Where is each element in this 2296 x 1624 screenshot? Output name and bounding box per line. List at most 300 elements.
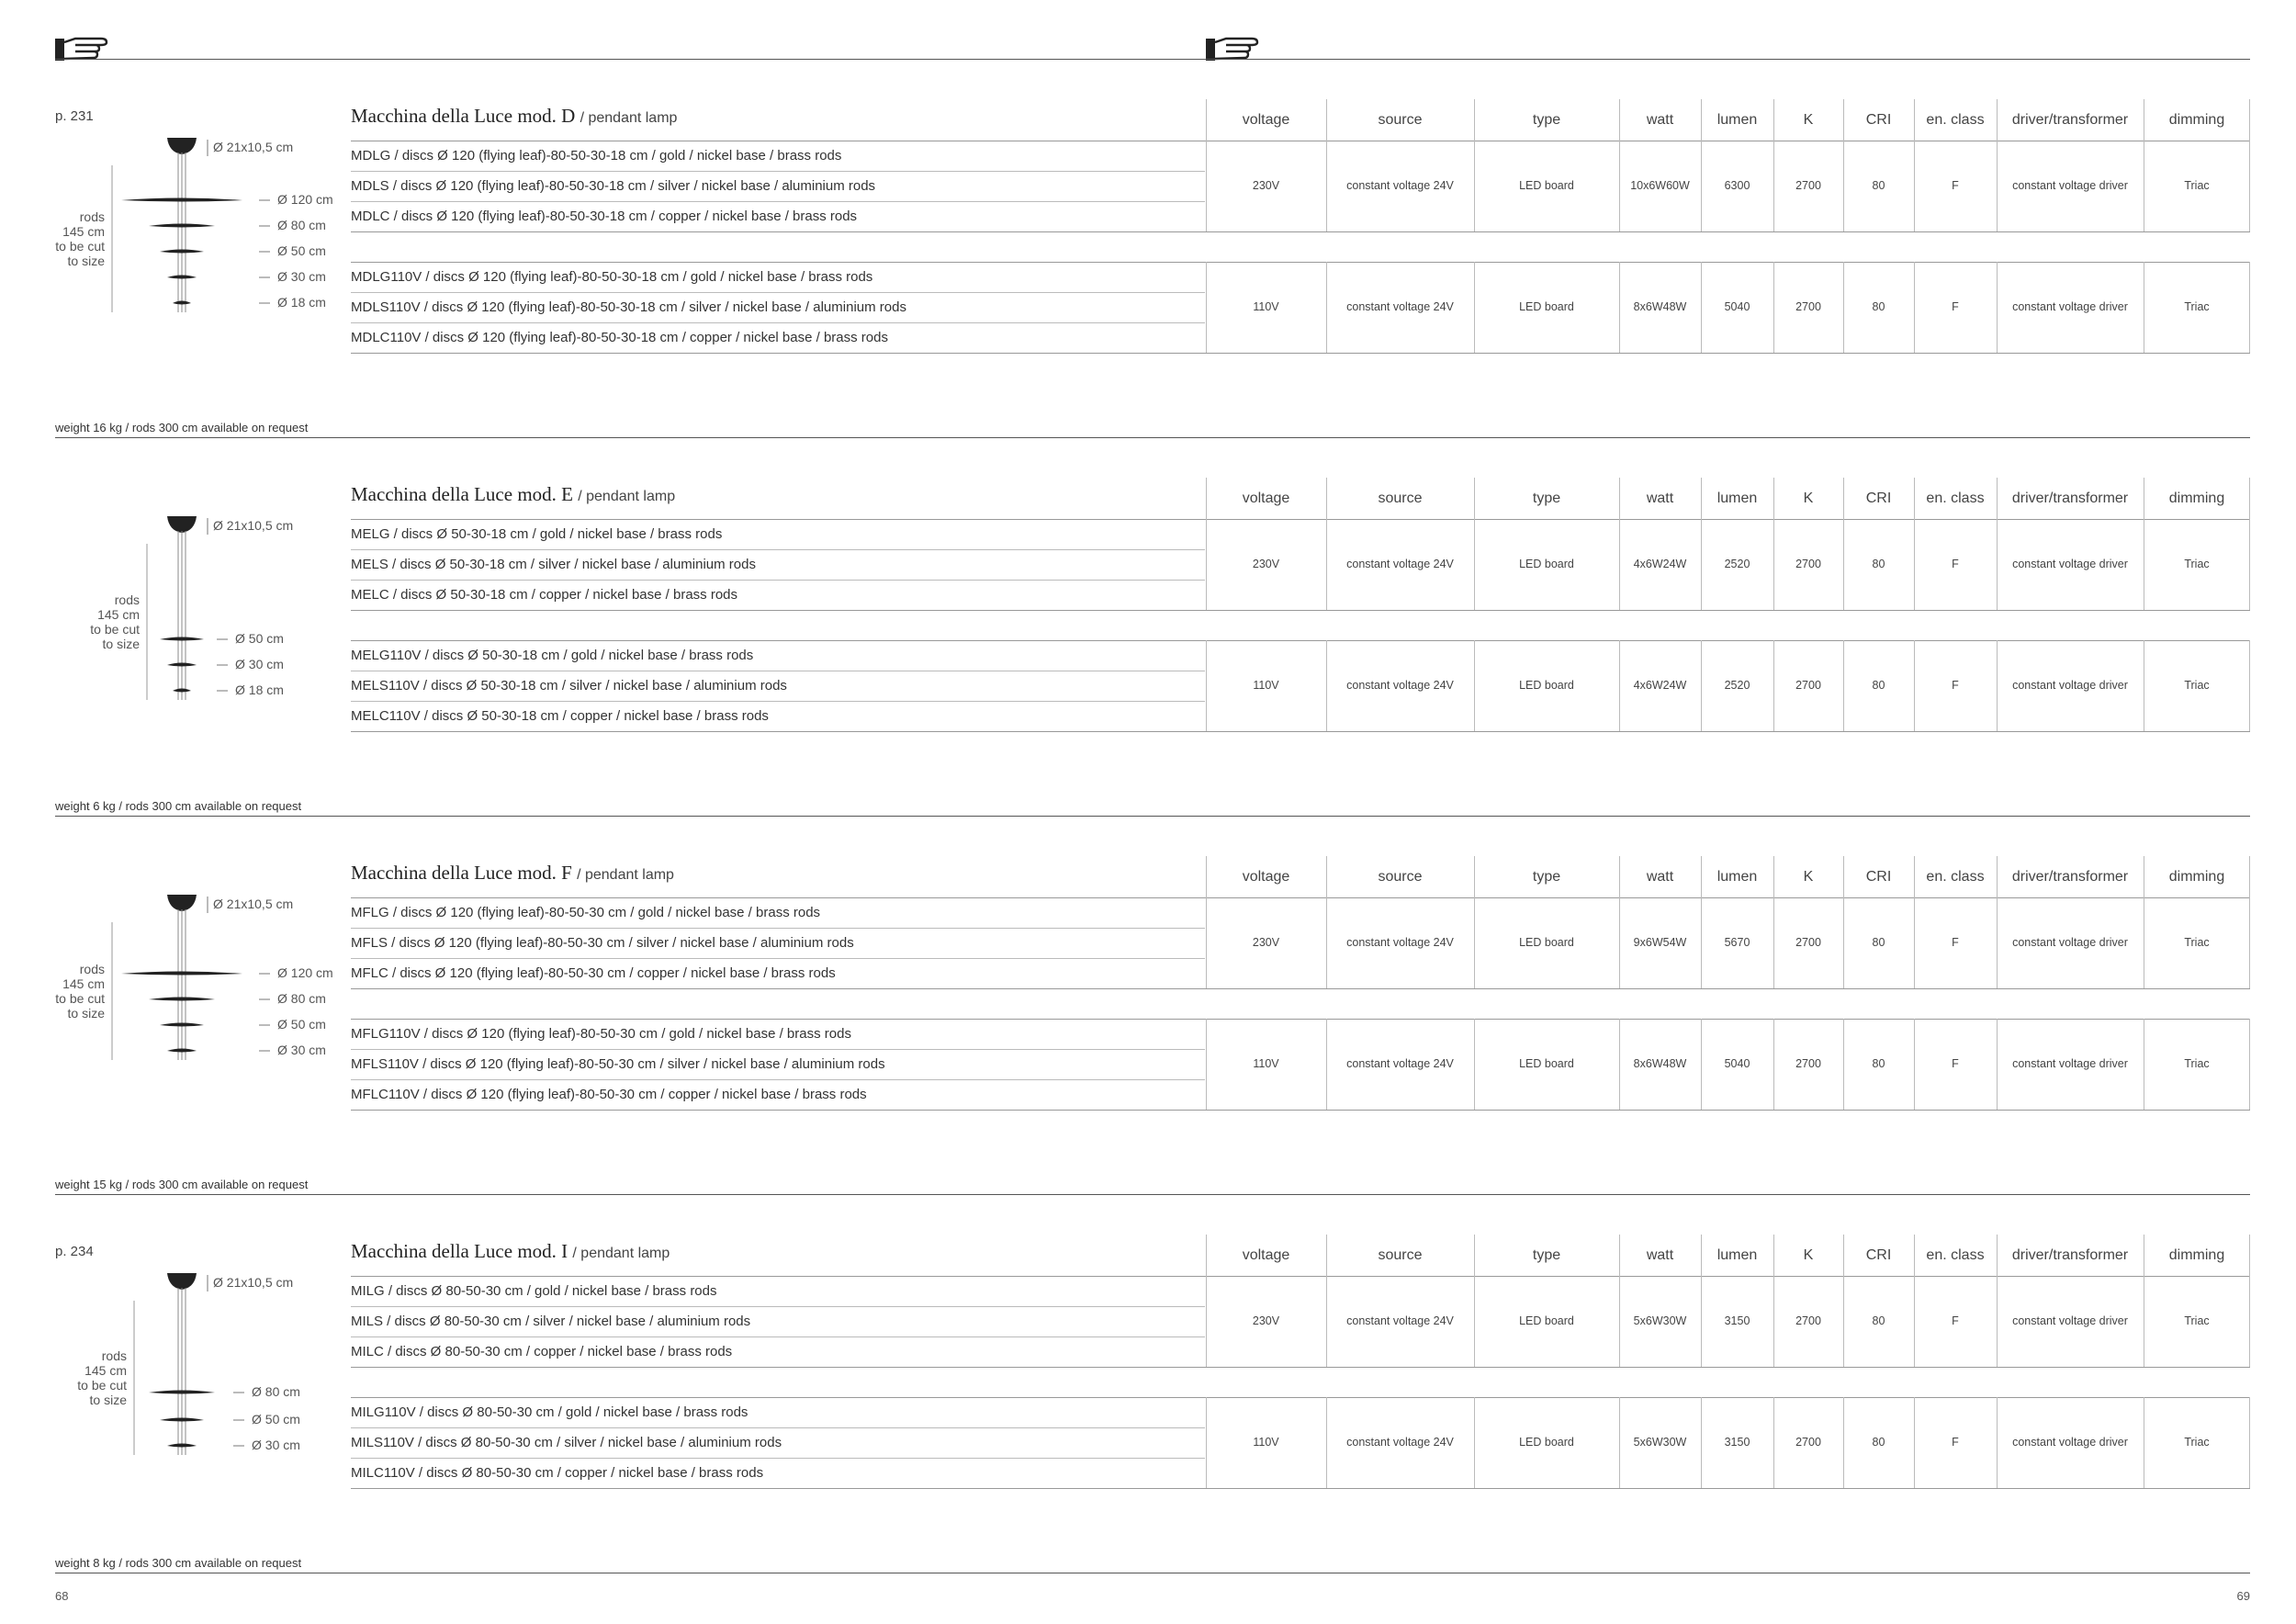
column-divider xyxy=(1997,478,1998,519)
header-rule xyxy=(55,59,2250,60)
column-header: voltage xyxy=(1242,1246,1290,1263)
spec-type: LED board xyxy=(1519,300,1574,313)
weight-note: weight 6 kg / rods 300 cm available on request xyxy=(55,799,302,813)
column-header: lumen xyxy=(1716,868,1758,885)
column-header: type xyxy=(1532,490,1561,506)
column-divider xyxy=(1914,262,1915,353)
product-section xyxy=(0,99,2296,467)
column-header: source xyxy=(1378,868,1423,885)
column-divider xyxy=(1474,262,1475,353)
column-header: CRI xyxy=(1865,490,1892,506)
disc-shape xyxy=(167,1049,197,1053)
table-rule xyxy=(351,610,2250,611)
column-divider xyxy=(1997,640,1998,731)
spec-watt xyxy=(1619,1397,1701,1488)
spec-k: 2700 xyxy=(1795,558,1821,570)
disc-shape xyxy=(173,689,191,693)
spec-source: constant voltage 24V xyxy=(1346,179,1454,192)
product-code-row[interactable]: MILS110V / discs Ø 80-50-30 cm / silver / nickel base / aluminium rods xyxy=(351,1435,782,1450)
column-divider xyxy=(1914,1276,1915,1367)
lamp-illustration xyxy=(55,1235,340,1483)
column-divider xyxy=(1619,1397,1620,1488)
watt-total: 30W xyxy=(1662,1436,1687,1449)
column-header: lumen xyxy=(1716,111,1758,128)
disc-diameter-label: Ø 30 cm xyxy=(277,269,326,284)
column-header: en. class xyxy=(1926,1246,1985,1263)
product-code-row[interactable]: MILC110V / discs Ø 80-50-30 cm / copper / nickel base / brass rods xyxy=(351,1465,764,1481)
spec-dimming: Triac xyxy=(2184,179,2210,192)
column-divider xyxy=(1619,141,1620,231)
spec-dimming: Triac xyxy=(2184,558,2210,570)
column-header: CRI xyxy=(1865,111,1892,128)
column-divider xyxy=(2249,856,2250,897)
column-header: en. class xyxy=(1926,868,1985,885)
column-header: lumen xyxy=(1716,490,1758,506)
spec-voltage: 230V xyxy=(1252,179,1280,192)
spec-en-class: F xyxy=(1952,679,1959,692)
rods-label-line: to size xyxy=(67,254,105,268)
section-rule xyxy=(55,816,2250,817)
lamp-illustration xyxy=(55,478,340,726)
watt-total: 60W xyxy=(1666,179,1690,192)
disc-shape xyxy=(149,224,215,228)
spec-type: LED board xyxy=(1519,558,1574,570)
column-divider xyxy=(1843,141,1844,231)
column-divider xyxy=(1997,519,1998,610)
column-header: en. class xyxy=(1926,111,1985,128)
column-divider xyxy=(1474,99,1475,141)
canopy-shape xyxy=(167,138,197,154)
column-header: watt xyxy=(1646,111,1674,128)
disc-diameter-label: Ø 80 cm xyxy=(277,991,326,1006)
canopy-size-label: Ø 21x10,5 cm xyxy=(213,1275,294,1290)
table-rule xyxy=(351,353,2250,354)
product-code-row[interactable]: MFLS / discs Ø 120 (flying leaf)-80-50-30 cm / silver / nickel base / aluminium rods xyxy=(351,935,854,951)
product-code-row[interactable]: MELC110V / discs Ø 50-30-18 cm / copper / nickel base / brass rods xyxy=(351,708,769,724)
spec-driver: constant voltage driver xyxy=(2012,179,2128,192)
rods-label-line: to size xyxy=(67,1006,105,1021)
column-divider xyxy=(1619,1276,1620,1367)
product-code-row[interactable]: MDLG / discs Ø 120 (flying leaf)-80-50-30-18 cm / gold / nickel base / brass rods xyxy=(351,148,842,164)
disc-shape xyxy=(167,663,197,667)
column-divider xyxy=(1773,1276,1774,1367)
column-divider xyxy=(2249,478,2250,519)
product-title xyxy=(351,105,677,128)
column-divider xyxy=(1326,262,1327,353)
spec-watt xyxy=(1619,1276,1701,1367)
product-code-row[interactable]: MDLS110V / discs Ø 120 (flying leaf)-80-50-30-18 cm / silver / nickel base / aluminium rods xyxy=(351,299,906,315)
column-header: driver/transformer xyxy=(2011,1246,2129,1263)
product-code-row[interactable]: MELS / discs Ø 50-30-18 cm / silver / nickel base / aluminium rods xyxy=(351,557,756,572)
column-divider xyxy=(1619,856,1620,897)
canopy-size-label: Ø 21x10,5 cm xyxy=(213,140,294,154)
column-divider xyxy=(1843,1235,1844,1276)
rods-label-line: rods xyxy=(79,209,105,224)
disc-diameter-label: Ø 50 cm xyxy=(235,631,284,646)
page-reference[interactable]: p. 234 xyxy=(55,1244,94,1259)
product-section xyxy=(0,1235,2296,1602)
rods-length-label xyxy=(31,962,105,1021)
column-header: type xyxy=(1532,111,1561,128)
table-rule xyxy=(351,1110,2250,1111)
product-title-main: Macchina della Luce mod. I xyxy=(351,1240,568,1262)
table-rule xyxy=(351,988,2250,989)
spec-voltage: 230V xyxy=(1252,1314,1280,1327)
column-divider xyxy=(1997,262,1998,353)
column-divider xyxy=(1701,262,1702,353)
disc-diameter-label: Ø 80 cm xyxy=(252,1384,300,1399)
rods-label-line: to be cut xyxy=(90,622,140,637)
column-header: voltage xyxy=(1242,490,1290,506)
column-divider xyxy=(1914,640,1915,731)
spec-k: 2700 xyxy=(1795,1436,1821,1449)
column-divider xyxy=(1474,1235,1475,1276)
column-divider xyxy=(1843,897,1844,988)
product-title-sub: / pendant lamp xyxy=(580,110,678,126)
spec-cri: 80 xyxy=(1872,1314,1885,1327)
column-divider xyxy=(2249,141,2250,231)
product-code-row[interactable]: MELS110V / discs Ø 50-30-18 cm / silver / nickel base / aluminium rods xyxy=(351,678,787,694)
spec-en-class: F xyxy=(1952,300,1959,313)
spec-source: constant voltage 24V xyxy=(1346,558,1454,570)
product-code-row[interactable]: MFLC / discs Ø 120 (flying leaf)-80-50-30 cm / copper / nickel base / brass rods xyxy=(351,965,836,981)
table-rule xyxy=(351,1488,2250,1489)
column-divider xyxy=(1619,519,1620,610)
spec-dimming: Triac xyxy=(2184,1057,2210,1070)
spec-source: constant voltage 24V xyxy=(1346,1057,1454,1070)
column-header: dimming xyxy=(2168,868,2225,885)
product-code-row[interactable]: MELG110V / discs Ø 50-30-18 cm / gold / nickel base / brass rods xyxy=(351,648,754,663)
column-divider xyxy=(1206,99,1207,141)
spec-lumen: 5040 xyxy=(1724,300,1750,313)
spec-lumen: 3150 xyxy=(1724,1314,1750,1327)
product-code-row[interactable]: MELC / discs Ø 50-30-18 cm / copper / nickel base / brass rods xyxy=(351,587,738,603)
spec-cri: 80 xyxy=(1872,1057,1885,1070)
column-divider xyxy=(1206,897,1207,988)
spec-driver: constant voltage driver xyxy=(2012,936,2128,949)
column-divider xyxy=(1206,856,1207,897)
page-number-left: 68 xyxy=(55,1589,69,1603)
column-divider xyxy=(1914,141,1915,231)
section-rule xyxy=(55,437,2250,438)
column-divider xyxy=(1914,519,1915,610)
spec-driver: constant voltage driver xyxy=(2012,1436,2128,1449)
watt-total: 48W xyxy=(1662,300,1687,313)
spec-en-class: F xyxy=(1952,179,1959,192)
column-divider xyxy=(1997,897,1998,988)
spec-en-class: F xyxy=(1952,936,1959,949)
column-divider xyxy=(1997,1235,1998,1276)
rods-label-line: 145 cm xyxy=(62,224,105,239)
column-divider xyxy=(1843,519,1844,610)
column-divider xyxy=(1206,1019,1207,1110)
column-header: K xyxy=(1803,868,1814,885)
weight-note: weight 8 kg / rods 300 cm available on request xyxy=(55,1556,302,1570)
disc-shape xyxy=(121,198,242,202)
disc-diameter-label: Ø 80 cm xyxy=(277,218,326,232)
product-code-row[interactable]: MFLG110V / discs Ø 120 (flying leaf)-80-50-30 cm / gold / nickel base / brass rods xyxy=(351,1026,851,1042)
spec-voltage: 110V xyxy=(1253,1057,1279,1070)
product-code-row[interactable]: MILG110V / discs Ø 80-50-30 cm / gold / nickel base / brass rods xyxy=(351,1404,748,1420)
column-divider xyxy=(1326,478,1327,519)
column-divider xyxy=(1773,640,1774,731)
product-title-main: Macchina della Luce mod. D xyxy=(351,105,576,127)
column-divider xyxy=(1701,1397,1702,1488)
spec-cri: 80 xyxy=(1872,936,1885,949)
column-divider xyxy=(2249,262,2250,353)
column-divider xyxy=(1843,262,1844,353)
column-divider xyxy=(1843,1397,1844,1488)
product-title xyxy=(351,483,675,506)
spec-voltage: 230V xyxy=(1252,936,1280,949)
column-divider xyxy=(1326,897,1327,988)
column-header: K xyxy=(1803,490,1814,506)
column-divider xyxy=(1206,262,1207,353)
column-header: K xyxy=(1803,111,1814,128)
spec-lumen: 6300 xyxy=(1724,179,1750,192)
watt-config: 5x6W xyxy=(1633,1436,1663,1449)
watt-config: 8x6W xyxy=(1633,1057,1663,1070)
rods-label-line: rods xyxy=(114,592,140,607)
disc-shape xyxy=(173,301,191,305)
product-code-row[interactable]: MILC / discs Ø 80-50-30 cm / copper / nickel base / brass rods xyxy=(351,1344,733,1359)
column-divider xyxy=(1701,141,1702,231)
column-divider xyxy=(1843,99,1844,141)
column-divider xyxy=(1914,1397,1915,1488)
column-divider xyxy=(1843,1019,1844,1110)
column-divider xyxy=(1997,1276,1998,1367)
column-divider xyxy=(1773,1235,1774,1276)
column-divider xyxy=(1701,897,1702,988)
watt-config: 10x6W xyxy=(1630,179,1667,192)
disc-shape xyxy=(160,250,204,254)
disc-diameter-label: Ø 18 cm xyxy=(235,682,284,697)
spec-en-class: F xyxy=(1952,558,1959,570)
column-divider xyxy=(1206,1235,1207,1276)
column-divider xyxy=(2249,1276,2250,1367)
column-divider xyxy=(1773,262,1774,353)
column-divider xyxy=(1701,1235,1702,1276)
spec-lumen: 5040 xyxy=(1724,1057,1750,1070)
column-header: voltage xyxy=(1242,868,1290,885)
product-code-row[interactable]: MDLG110V / discs Ø 120 (flying leaf)-80-50-30-18 cm / gold / nickel base / brass rods xyxy=(351,269,873,285)
column-divider xyxy=(1701,478,1702,519)
canopy-shape xyxy=(167,516,197,533)
spec-k: 2700 xyxy=(1795,1314,1821,1327)
spec-source: constant voltage 24V xyxy=(1346,1314,1454,1327)
watt-total: 24W xyxy=(1662,558,1687,570)
column-divider xyxy=(1773,478,1774,519)
disc-shape xyxy=(149,998,215,1001)
spec-dimming: Triac xyxy=(2184,1436,2210,1449)
spec-dimming: Triac xyxy=(2184,1314,2210,1327)
column-divider xyxy=(1474,897,1475,988)
product-title-sub: / pendant lamp xyxy=(577,867,674,883)
column-divider xyxy=(1619,478,1620,519)
product-title-sub: / pendant lamp xyxy=(572,1246,670,1261)
canopy-shape xyxy=(167,895,197,911)
product-code-row[interactable]: MILG / discs Ø 80-50-30 cm / gold / nickel base / brass rods xyxy=(351,1283,717,1299)
column-header: driver/transformer xyxy=(2011,868,2129,885)
rods-label-line: to size xyxy=(89,1393,127,1407)
spec-voltage: 110V xyxy=(1253,1436,1279,1449)
column-divider xyxy=(1206,1397,1207,1488)
spec-cri: 80 xyxy=(1872,558,1885,570)
watt-total: 48W xyxy=(1662,1057,1687,1070)
column-divider xyxy=(1474,519,1475,610)
column-divider xyxy=(1326,99,1327,141)
section-rule xyxy=(55,1194,2250,1195)
column-divider xyxy=(1701,856,1702,897)
disc-shape xyxy=(121,972,242,976)
rods-label-line: to be cut xyxy=(77,1378,127,1393)
disc-shape xyxy=(167,276,197,279)
column-divider xyxy=(1474,1397,1475,1488)
weight-note: weight 15 kg / rods 300 cm available on request xyxy=(55,1178,309,1191)
column-divider xyxy=(2249,897,2250,988)
spec-driver: constant voltage driver xyxy=(2012,300,2128,313)
disc-shape xyxy=(167,1444,197,1448)
column-divider xyxy=(1326,640,1327,731)
weight-note: weight 16 kg / rods 300 cm available on request xyxy=(55,421,309,434)
disc-diameter-label: Ø 120 cm xyxy=(277,192,333,207)
product-code-row[interactable]: MDLC / discs Ø 120 (flying leaf)-80-50-30-18 cm / copper / nickel base / brass rods xyxy=(351,209,858,224)
column-divider xyxy=(1619,1019,1620,1110)
spec-dimming: Triac xyxy=(2184,679,2210,692)
column-header: watt xyxy=(1646,1246,1674,1263)
column-header: driver/transformer xyxy=(2011,490,2129,506)
spec-voltage: 110V xyxy=(1253,679,1279,692)
spec-lumen: 2520 xyxy=(1724,558,1750,570)
column-divider xyxy=(1474,141,1475,231)
page-reference[interactable]: p. 231 xyxy=(55,108,94,124)
column-divider xyxy=(1914,1235,1915,1276)
product-code-row[interactable]: MDLC110V / discs Ø 120 (flying leaf)-80-50-30-18 cm / copper / nickel base / brass rods xyxy=(351,330,888,345)
spec-cri: 80 xyxy=(1872,679,1885,692)
rods-label-line: 145 cm xyxy=(97,607,140,622)
product-code-row[interactable]: MFLS110V / discs Ø 120 (flying leaf)-80-50-30 cm / silver / nickel base / aluminium rods xyxy=(351,1056,885,1072)
spec-source: constant voltage 24V xyxy=(1346,679,1454,692)
column-header: en. class xyxy=(1926,490,1985,506)
column-header: source xyxy=(1378,490,1423,506)
column-divider xyxy=(1773,1397,1774,1488)
spec-en-class: F xyxy=(1952,1314,1959,1327)
column-divider xyxy=(1701,99,1702,141)
watt-total: 54W xyxy=(1662,936,1687,949)
column-divider xyxy=(1914,1019,1915,1110)
rods-label-line: 145 cm xyxy=(62,976,105,991)
spec-dimming: Triac xyxy=(2184,936,2210,949)
column-divider xyxy=(1326,1019,1327,1110)
column-header: watt xyxy=(1646,490,1674,506)
column-divider xyxy=(1326,1397,1327,1488)
disc-shape xyxy=(160,637,204,641)
disc-diameter-label: Ø 30 cm xyxy=(235,657,284,671)
spec-driver: constant voltage driver xyxy=(2012,1314,2128,1327)
column-divider xyxy=(1997,856,1998,897)
column-divider xyxy=(1206,1276,1207,1367)
page-number-right: 69 xyxy=(2236,1589,2250,1603)
column-divider xyxy=(1619,99,1620,141)
column-divider xyxy=(1914,897,1915,988)
spec-k: 2700 xyxy=(1795,179,1821,192)
product-code-row[interactable]: MFLG / discs Ø 120 (flying leaf)-80-50-30 cm / gold / nickel base / brass rods xyxy=(351,905,821,920)
rods-length-label xyxy=(31,209,105,268)
column-divider xyxy=(2249,519,2250,610)
spec-cri: 80 xyxy=(1872,300,1885,313)
column-divider xyxy=(1914,856,1915,897)
watt-config: 9x6W xyxy=(1633,936,1663,949)
column-divider xyxy=(1843,478,1844,519)
column-divider xyxy=(1326,1235,1327,1276)
column-header: dimming xyxy=(2168,111,2225,128)
watt-config: 4x6W xyxy=(1633,558,1663,570)
product-title xyxy=(351,1240,670,1263)
disc-diameter-label: Ø 50 cm xyxy=(277,1017,326,1032)
spec-en-class: F xyxy=(1952,1057,1959,1070)
column-divider xyxy=(1997,1019,1998,1110)
product-code-row[interactable]: MFLC110V / discs Ø 120 (flying leaf)-80-50-30 cm / copper / nickel base / brass rods xyxy=(351,1087,867,1102)
spec-k: 2700 xyxy=(1795,936,1821,949)
product-code-row[interactable]: MILS / discs Ø 80-50-30 cm / silver / nickel base / aluminium rods xyxy=(351,1314,751,1329)
column-divider xyxy=(1619,897,1620,988)
rods-label-line: to be cut xyxy=(55,991,105,1006)
column-divider xyxy=(1773,141,1774,231)
product-section xyxy=(0,856,2296,1224)
spec-lumen: 2520 xyxy=(1724,679,1750,692)
spec-watt xyxy=(1619,519,1701,610)
column-divider xyxy=(1326,856,1327,897)
column-divider xyxy=(1206,141,1207,231)
spec-watt xyxy=(1619,262,1701,353)
column-divider xyxy=(1843,640,1844,731)
column-divider xyxy=(1843,1276,1844,1367)
watt-config: 5x6W xyxy=(1633,1314,1663,1327)
spec-type: LED board xyxy=(1519,1314,1574,1327)
column-divider xyxy=(1914,478,1915,519)
spec-cri: 80 xyxy=(1872,1436,1885,1449)
disc-diameter-label: Ø 120 cm xyxy=(277,965,333,980)
product-code-row[interactable]: MELG / discs Ø 50-30-18 cm / gold / nickel base / brass rods xyxy=(351,526,723,542)
spec-watt xyxy=(1619,640,1701,731)
column-divider xyxy=(1701,1276,1702,1367)
spec-source: constant voltage 24V xyxy=(1346,300,1454,313)
column-divider xyxy=(1619,262,1620,353)
column-header: dimming xyxy=(2168,1246,2225,1263)
column-header: CRI xyxy=(1865,868,1892,885)
spec-voltage: 110V xyxy=(1253,300,1279,313)
spec-driver: constant voltage driver xyxy=(2012,679,2128,692)
watt-config: 8x6W xyxy=(1633,300,1663,313)
product-title-main: Macchina della Luce mod. F xyxy=(351,862,572,884)
product-code-row[interactable]: MDLS / discs Ø 120 (flying leaf)-80-50-30-18 cm / silver / nickel base / aluminium rods xyxy=(351,178,876,194)
spec-type: LED board xyxy=(1519,1436,1574,1449)
spec-type: LED board xyxy=(1519,179,1574,192)
spec-source: constant voltage 24V xyxy=(1346,1436,1454,1449)
spec-type: LED board xyxy=(1519,936,1574,949)
spec-source: constant voltage 24V xyxy=(1346,936,1454,949)
column-divider xyxy=(1843,856,1844,897)
column-header: K xyxy=(1803,1246,1814,1263)
spec-lumen: 5670 xyxy=(1724,936,1750,949)
spec-en-class: F xyxy=(1952,1436,1959,1449)
column-divider xyxy=(1474,640,1475,731)
column-divider xyxy=(1701,1019,1702,1110)
column-header: lumen xyxy=(1716,1246,1758,1263)
spec-dimming: Triac xyxy=(2184,300,2210,313)
spec-k: 2700 xyxy=(1795,1057,1821,1070)
column-divider xyxy=(2249,640,2250,731)
